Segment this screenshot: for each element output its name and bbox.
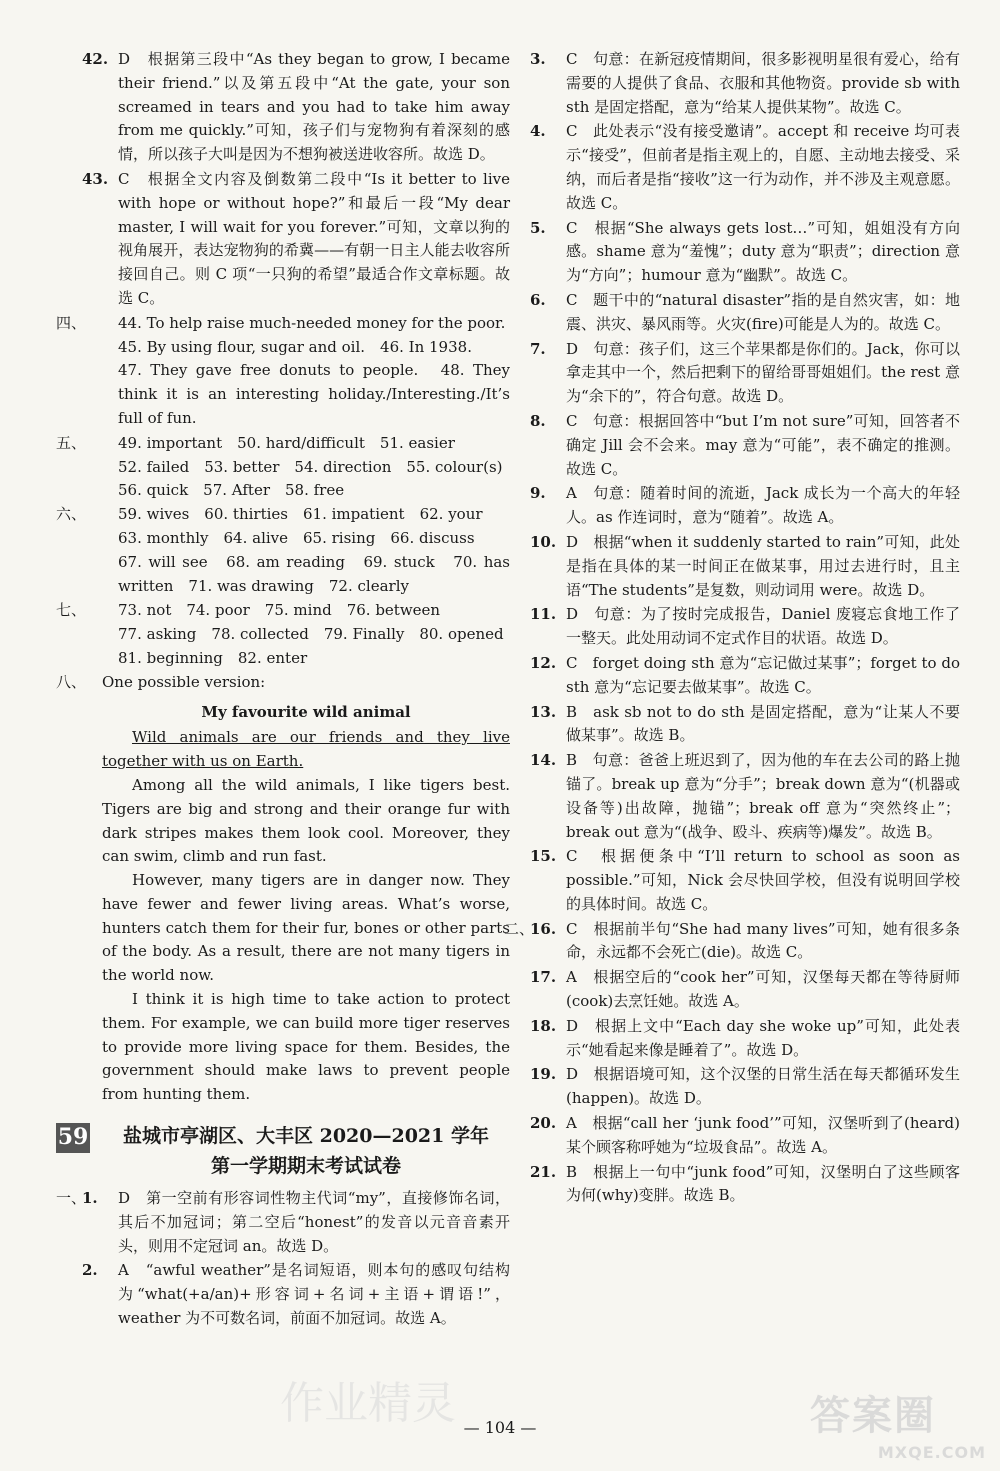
section-label: 六、: [56, 505, 87, 524]
item-number: 21.: [530, 1162, 557, 1181]
watermark-logo: [810, 1393, 990, 1465]
item-number: 10.: [530, 532, 557, 551]
item-number: 15.: [530, 847, 557, 866]
item-text: D 句意：孩子们，这三个苹果都是你们的。Jack，你可以拿走其中一个，然后把剩下的留给哥哥姐姐们。the rest 意为“余下的”，符合句意。故选 D。: [566, 339, 960, 406]
item-number: 12.: [530, 653, 557, 672]
exam-heading: [57, 1121, 510, 1181]
right-column: [504, 48, 960, 1209]
section-6-line: [82, 527, 510, 551]
sample-essay: [82, 701, 510, 1108]
answer-14: [530, 749, 960, 844]
answer-line: 44. To help raise much-needed money for the poor.: [118, 313, 506, 332]
item-text: C 题干中的“natural disaster”指的是自然灾害，如：地震、洪灾、暴风雨等。火灾(fire)可能是人为的。故选 C。: [566, 290, 960, 333]
answer-8: [530, 410, 960, 481]
item-number: 11.: [530, 605, 557, 624]
item-text: B 句意：爸爸上班迟到了，因为他的车在去公司的路上抛锚了。break up 意为“分手”；break down 意为“(机器或设备等)出故障，抛锚”；break off 意为“突然终止”；break out 意为“(战争、殴斗、疾病等)爆发”。故选 B。: [566, 751, 960, 841]
section-6-line: [56, 503, 510, 527]
item-text: A 根据空后的“cook her”可知，汉堡每天都在等待厨师(cook)去烹饪她。故选 A。: [566, 968, 960, 1011]
section-5-line: [82, 456, 510, 480]
section-7-line: [56, 599, 510, 623]
answer-10: [530, 531, 960, 602]
answer-18: [530, 1015, 960, 1063]
answer-line: 47. They gave free donuts to people. 48. They think it is an interesting holiday./Interesting./It’s full of fun.: [118, 361, 510, 427]
item-text: D 根据语境可知，这个汉堡的日常生活在每天都循环发生(happen)。故选 D。: [566, 1065, 960, 1108]
answer-5: [530, 217, 960, 288]
section-label: 四、: [56, 313, 87, 332]
essay-paragraph: Wild animals are our friends and they live together with us on Earth.: [102, 728, 510, 771]
section-label: 一、: [56, 1189, 87, 1208]
section-5-line: [82, 479, 510, 503]
item-number: 2.: [82, 1261, 98, 1280]
item-text: D 根据上文中“Each day she woke up”可知，此处表示“她看起来像是睡着了”。故选 D。: [566, 1016, 960, 1059]
item-text: D 句意：为了按时完成报告，Daniel 废寝忘食地工作了一整天。此处用动词不定式作目的状语。故选 D。: [566, 605, 960, 648]
item-text: D 根据第三段中“As they began to grow, I became their friend.”以及第五段中“At the gate, your son screamed in tears and you had to take him away from me quickly.”可知，孩子们与宠物狗有着深刻的感情，所以孩子大叫是因为不想狗被送进收容所。故选 D。: [118, 50, 510, 164]
item-number: 8.: [530, 411, 546, 430]
answer-line: 67. will see 68. am reading 69. stuck 70. has written 71. was drawing 72. clearly: [118, 552, 510, 595]
item-text: A 句意：随着时间的流逝，Jack 成长为一个高大的年轻人。as 作连词时，意为“随着”。故选 A。: [566, 484, 960, 527]
item-text: C 此处表示“没有接受邀请”。accept 和 receive 均可表示“接受”，但前者是指主观上的，自愿、主动地去接受、采纳，而后者是指“接收”这一行为动作，并不涉及主观意愿。故选 C。: [566, 122, 960, 212]
item-number: 43.: [82, 169, 109, 188]
item-number: 19.: [530, 1065, 557, 1084]
answer-6: [530, 289, 960, 337]
item-text: C 根据前半句“She had many lives”可知，她有很多条命，永远都不会死亡(die)。故选 C。: [566, 919, 960, 962]
exam-title-line2: 第一学期期末考试试卷: [210, 1155, 401, 1178]
answer-13: [530, 701, 960, 749]
answer-11: [530, 603, 960, 651]
answer-17: [530, 966, 960, 1014]
essay-paragraph: I think it is high time to take action to protect them. For example, we can build more tiger reserves to provide more living space for them. Besides, the government should make laws to prevent people from hunting them.: [102, 990, 510, 1104]
answer-line: 77. asking 78. collected 79. Finally 80. opened: [118, 625, 504, 644]
essay-title: My favourite wild animal: [201, 702, 411, 721]
item-text: B 根据上一句中“junk food”可知，汉堡明白了这些顾客为何(why)变胖。故选 B。: [566, 1162, 960, 1205]
exam-title-line1: 盐城市亭湖区、大丰区 2020—2021 学年: [123, 1125, 489, 1148]
item-text: A “awful weather”是名词短语，则本句的感叹句结构为“what(+a/an)+形容词+名词+主语+谓语!”，weather 为不可数名词，前面不加冠词。故选 A。: [118, 1261, 510, 1328]
item-number: 17.: [530, 968, 557, 987]
section-4-line: [56, 312, 510, 336]
item-number: 5.: [530, 218, 546, 237]
left-column: [56, 48, 510, 1332]
watermark-text: 作业精灵: [280, 1378, 456, 1429]
answer-19: [530, 1063, 960, 1111]
item-number: 7.: [530, 339, 546, 358]
section-4-line: [82, 359, 510, 430]
essay-paragraph: However, many tigers are in danger now. They have fewer and fewer living areas. What’s worse, hunters catch them for their fur, bones or other parts of the body. As a result, there are not many tigers in the world now.: [102, 871, 510, 985]
section-label: 八、: [56, 672, 87, 691]
item-text: D 根据“when it suddenly started to rain”可知，此处是指在具体的某一时间正在做某事，用过去进行时，且主语“The students”是复数，则动词用 were。故选 D。: [566, 532, 960, 599]
section-8-intro: [56, 671, 510, 695]
answer-4: [530, 120, 960, 215]
item-number: 42.: [82, 50, 109, 68]
section-7-line: [82, 647, 510, 671]
item-number: 4.: [530, 122, 546, 141]
answer-line: 52. failed 53. better 54. direction 55. colour(s): [118, 457, 503, 476]
item-text: C 句意：根据回答中“but I’m not sure”可知，回答者不确定 Jill 会不会来。may 意为“可能”，表不确定的推测。故选 C。: [566, 411, 960, 478]
item-number: 6.: [530, 290, 546, 309]
answer-2: [82, 1259, 510, 1330]
item-number: 3.: [530, 50, 546, 68]
answer-16: [504, 918, 960, 966]
item-number: 18.: [530, 1016, 557, 1035]
answer-line: 49. important 50. hard/difficult 51. easier: [118, 433, 455, 452]
item-number: 1.: [82, 1189, 98, 1208]
item-number: 14.: [530, 751, 557, 770]
item-text: B ask sb not to do sth 是固定搭配，意为“让某人不要做某事”。故选 B。: [566, 702, 960, 745]
answer-21: [530, 1161, 960, 1209]
section-4-line: [82, 336, 510, 360]
item-number: 20.: [530, 1114, 557, 1133]
section-7-line: [82, 623, 510, 647]
item-number: 9.: [530, 484, 546, 503]
answer-line: 81. beginning 82. enter: [118, 648, 308, 667]
answer-15: [530, 845, 960, 916]
answer-3: [530, 48, 960, 119]
answer-line: 73. not 74. poor 75. mind 76. between: [118, 601, 441, 620]
logo-text: 答案圈: [810, 1393, 936, 1439]
section-label: 七、: [56, 601, 87, 620]
item-text: C 根据便条中“I’ll return to school as soon as possible.”可知，Nick 会尽快回学校，但没有说明回学校的具体时间。故选 C。: [566, 847, 960, 913]
intro-text: One possible version:: [102, 672, 266, 691]
item-number: 16.: [530, 919, 557, 938]
item-text: C 根据全文内容及倒数第二段中“Is it better to live with hope or without hope?”和最后一段“My dear master, I will wait for you forever.”可知，文章以狗的视角展开，表达宠物狗的希冀——有朝一日主人能去收容所接回自己。则 C 项“一只狗的希望”最适合作文章标题。故选 C。: [118, 169, 510, 307]
answer-line: 59. wives 60. thirties 61. impatient 62. your: [118, 505, 483, 524]
section-6-line: [82, 551, 510, 599]
section-5-line: [56, 432, 510, 456]
item-number: 13.: [530, 702, 557, 721]
page-number: — 104 —: [463, 1418, 537, 1437]
item-text: C 句意：在新冠疫情期间，很多影视明星很有爱心，给有需要的人提供了食品、衣服和其他物资。provide sb with sth 是固定搭配，意为“给某人提供某物”。故选 C。: [566, 50, 960, 116]
item-text: D 第一空前有形容词性物主代词“my”，直接修饰名词，其后不加冠词；第二空后“honest”的发音以元音音素开头，则用不定冠词 an。故选 D。: [118, 1189, 510, 1255]
answer-1: [56, 1187, 510, 1258]
item-text: A 根据“call her ‘junk food’”可知，汉堡听到了(heard)某个顾客称呼她为“垃圾食品”。故选 A。: [566, 1114, 960, 1156]
section-label: 二、: [504, 919, 535, 938]
logo-url: MXQE.COM: [877, 1443, 986, 1463]
answer-line: 63. monthly 64. alive 65. rising 66. discuss: [118, 528, 475, 547]
answer-20: [530, 1112, 960, 1160]
answer-line: 56. quick 57. After 58. free: [118, 481, 345, 500]
item-text: C 根据“She always gets lost…”可知，姐姐没有方向感。shame 意为“羞愧”；duty 意为“职责”；direction 意为“方向”；humour 意为“幽默”。故选 C。: [566, 218, 960, 285]
answer-12: [530, 652, 960, 700]
essay-paragraph: Among all the wild animals, I like tigers best. Tigers are big and strong and their orange fur with dark stripes makes them look cool. Moreover, they can swim, climb and run fast.: [102, 775, 510, 866]
answer-42: [82, 48, 510, 167]
item-text: C forget doing sth 意为“忘记做过某事”；forget to do sth 意为“忘记要去做某事”。故选 C。: [566, 653, 960, 696]
section-label: 五、: [56, 433, 87, 452]
exam-number-badge: 59: [56, 1123, 90, 1153]
answer-43: [82, 168, 510, 311]
answer-9: [530, 482, 960, 530]
answer-line: 45. By using flour, sugar and oil. 46. In 1938.: [118, 337, 472, 356]
answer-7: [530, 338, 960, 409]
